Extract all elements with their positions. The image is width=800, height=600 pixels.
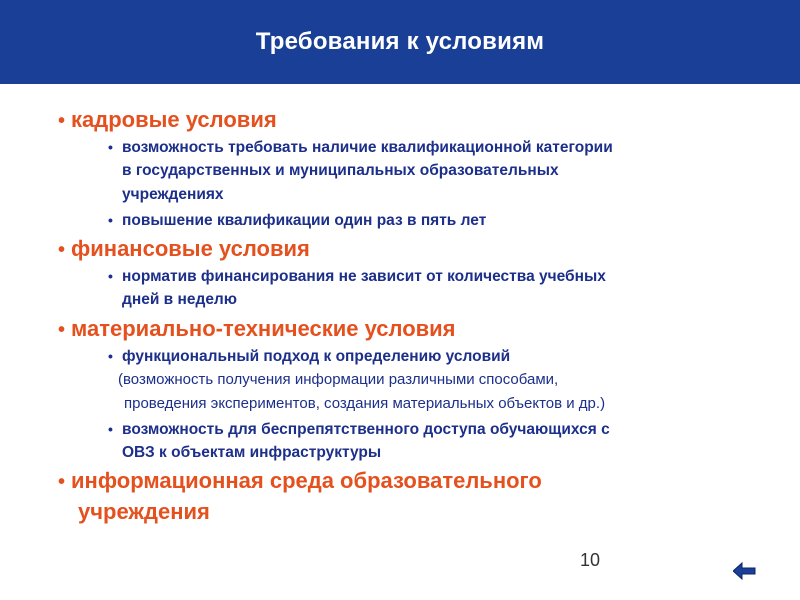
bullet: • [108, 421, 113, 437]
list-item [108, 209, 486, 232]
section-financial [58, 236, 310, 263]
arrow-left-icon [733, 562, 757, 580]
list-item [108, 345, 510, 368]
bullet: • [108, 212, 113, 228]
section-staffing [58, 107, 277, 134]
list-item-text: возможность для беспрепятственного доступа обучающихся с [122, 421, 610, 438]
bullet: • [58, 471, 66, 493]
list-item-continuation [108, 184, 224, 206]
section-heading: кадровые условия [71, 107, 277, 132]
section-heading: финансовые условия [71, 236, 310, 261]
bullet: • [58, 319, 66, 341]
list-item-continuation [108, 289, 237, 311]
page-number: 10 [579, 550, 601, 570]
list-item-note [118, 393, 605, 415]
section-heading: материально-технические условия [71, 316, 456, 341]
section-heading: учреждения [78, 499, 210, 524]
slide-title: Требования к условиям [255, 28, 545, 55]
bullet: • [108, 139, 113, 155]
list-item-note [118, 369, 558, 391]
list-item-text: дней в неделю [122, 291, 238, 308]
note-text: (возможность получения информации различными способами, [118, 371, 559, 388]
bullet: • [58, 239, 66, 261]
list-item-text: учреждениях [122, 186, 224, 203]
section-heading-continuation [58, 499, 210, 525]
list-item-text: в государственных и муниципальных образовательных [122, 162, 559, 179]
list-item [108, 418, 610, 441]
list-item [108, 136, 613, 159]
section-information [58, 468, 542, 495]
list-item [108, 265, 606, 288]
list-item-text: ОВЗ к объектам инфраструктуры [122, 444, 382, 461]
bullet: • [108, 348, 113, 364]
back-button[interactable] [733, 562, 757, 580]
bullet: • [58, 110, 66, 132]
list-item-continuation [108, 442, 381, 464]
list-item-continuation [108, 160, 559, 182]
list-item-text: повышение квалификации один раз в пять лет [122, 212, 487, 229]
list-item-text: функциональный подход к определению условий [122, 348, 511, 365]
list-item-text: возможность требовать наличие квалификационной категории [122, 139, 613, 156]
list-item-text: норматив финансирования не зависит от количества учебных [122, 268, 606, 285]
section-material [58, 316, 456, 343]
note-text: проведения экспериментов, создания материальных объектов и др.) [124, 395, 606, 412]
section-heading: информационная среда образовательного [71, 468, 542, 493]
bullet: • [108, 268, 113, 284]
